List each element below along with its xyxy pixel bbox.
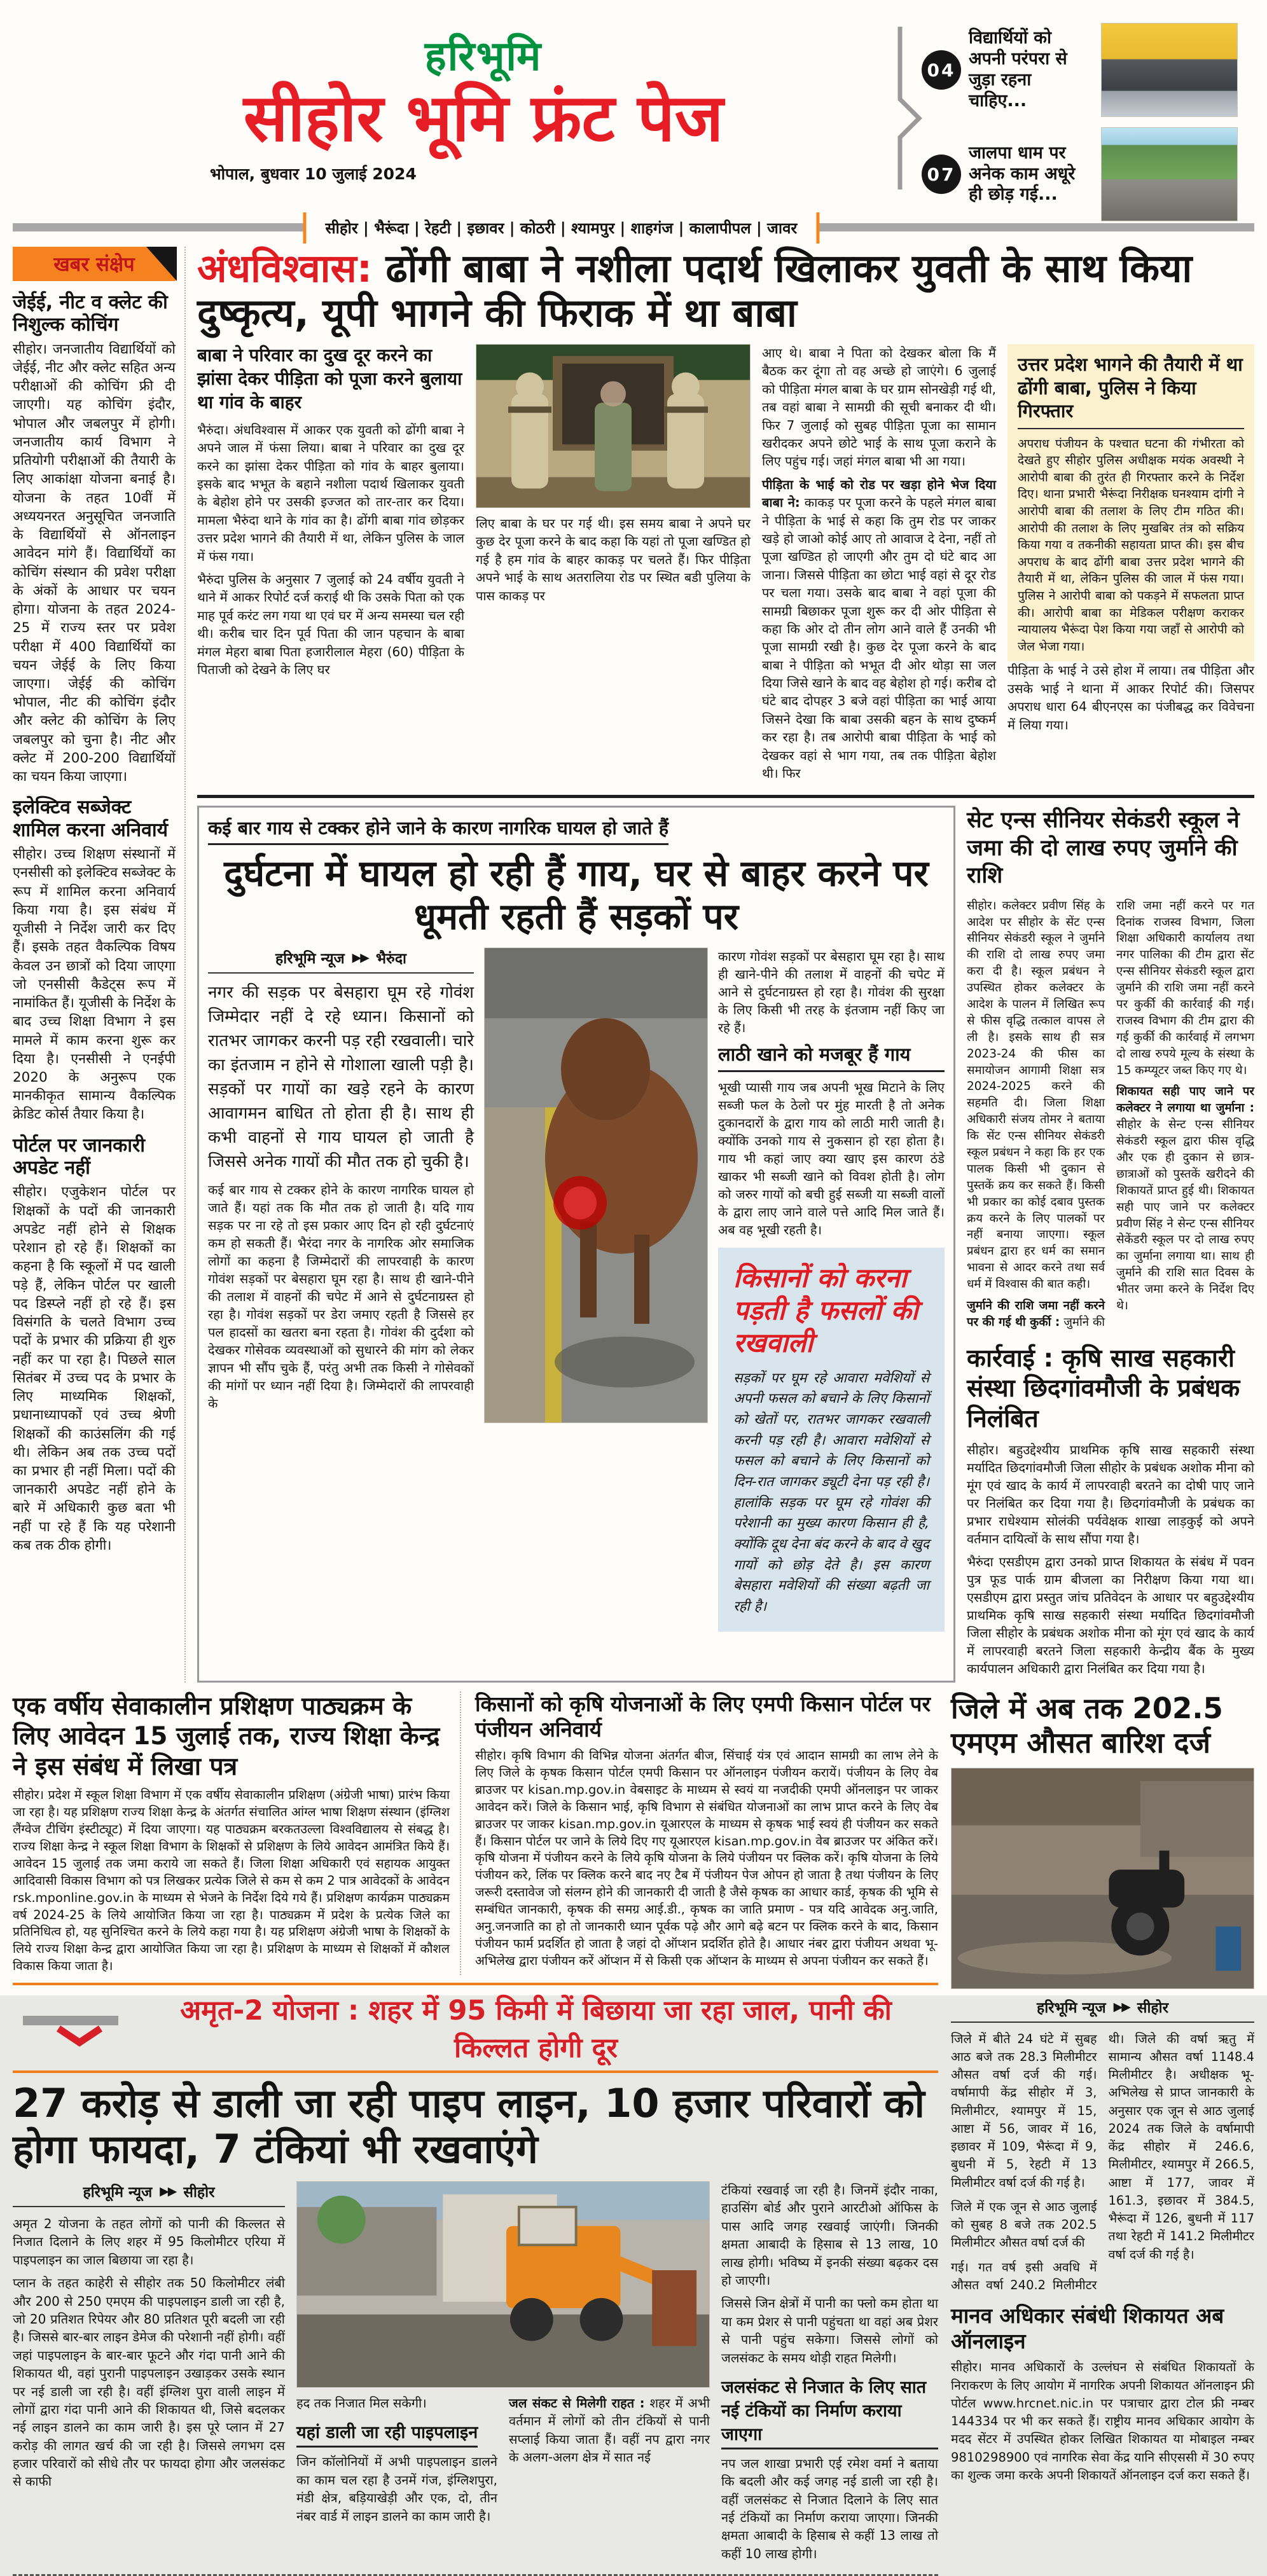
cow-subhead: लाठी खाने को मजबूर हैं गाय [718, 1042, 945, 1072]
teaser-item [922, 127, 1254, 221]
arrest-box-title: उत्तर प्रदेश भागने की तैयारी में था ढोंगी बाबा, पुलिस ने किया गिरफ्तार [1018, 353, 1244, 429]
page-title: सीहोर भूमि फ्रंट पेज [172, 85, 795, 153]
pipeline-inline-subhead: जल संकट से मिलेगी राहत : [509, 2395, 645, 2411]
cow-photo [484, 947, 708, 1423]
lead-column-3 [762, 344, 996, 787]
lead-story [197, 247, 1254, 798]
briefs-corner-icon [146, 247, 177, 281]
bottom-right-zone [951, 1691, 1254, 2576]
rainfall-paragraph: गई। गत वर्ष इसी अवधि में औसत वर्षा 240.2 मिलीमीटर थी। जिले की वर्षा ऋतु में सामान्य औसत वर्षा 1148.4 मिलीमीटर है। अधीक्षक भू-अभिलेख से प्राप्त जानकारी के अनुसार एक जून से आठ जुलाई 2024 तक जिले के वर्षामापी केंद्र सीहोर में 246.6, मिलीमीटर, श्यामपुर में 266.5, आष्टा में 177, जावर में 161.3, इछावर में 384.5, भैरूंदा में 126, बुधनी में 117 तथा रेहटी में 141.2 मिलीमीटर वर्षा दर्ज की गई है। [951, 2030, 1254, 2295]
lead-headline-text: ढोंगी बाबा ने नशीला पदार्थ खिलाकर युवती के साथ किया दुष्कृत्य, यूपी भागने की फिराक में था बाबा [197, 246, 1192, 336]
human-rights-body: सीहोर। मानव अधिकारों के उल्लंघन से संबंधित शिकायतों के निराकरण के लिए आयोग में नागरिक अपनी शिकायत ऑनलाइन फ्री पोर्टल www.hrcnet.nic.in पर पत्राचार द्वारा टोल फ्री नम्बर 144334 पर भी कर सकते हैं। राष्ट्रीय मानव अधिकार आयोग के मदद सेंटर में उपस्थित होकर लिखित शिकायत या मोबाइल नम्बर 9810298900 एवं नागरिक सेवा केंद्र यानि सीएससी में 30 रुपए का शुल्क जमा करके अपनी शिकायतें ऑनलाइन दर्ज करा सकते हैं। [951, 2359, 1254, 2484]
byline-brand: हरिभूमि न्यूज [83, 2181, 153, 2201]
school-inline-subhead: शिकायत सही पाए जाने पर कलेक्टर ने लगाया था जुर्माना : [1116, 1085, 1254, 1115]
byline-arrows-icon: ▶▶ [160, 2184, 176, 2198]
rainfall-headline: जिले में अब तक 202.5 एमएम औसत बारिश दर्ज [951, 1691, 1254, 1760]
rain-photo [951, 1768, 1254, 1989]
bottom-row-1 [13, 1691, 938, 1976]
amrit-band [13, 1983, 938, 2073]
lead-paragraph-text: काकड़ पर पूजा करने के पहले मंगल बाबा ने पीड़िता के भाई से कहा कि तुम रोड पर जाकर खड़े हो जाओ कोई आए तो आवाज दे देना, नहीं तो पूजा खण्डित हो जाएगी और तुम दो घंटे बाद आ जाना। जिससे पीड़िता का छोटा भाई वहां से दूर रोड पर चला गया। उसके बाद बाबा ने वहां पूजा की सामग्री बिछाकर पूजा शुरू कर दी ओर पीड़िता से कहा कि ओर दो तीन लोग आने वाले हैं उनकी भी पूजा सामग्री रखी है। कुछ देर पूजा करने के बाद बाबा ने पीड़िता को भभूत दी ओर थोड़ा सा जल दिया जिसे खाने के बाद वह बेहोश हो गई। करीब दो घंटे बाद दोपहर 3 बजे वहां पीड़िता का भाई आया जिसने देखा कि बाबा उसकी बहन के साथ दुष्कर्म कर रहा है। तब आरोपी बाबा पीड़िता के भाई को देखकर वहां से भाग गया, तब तक पीड़िता बेहोश थी। फिर [762, 495, 996, 781]
lead-inline-subhead: पीड़िता के भाई को रोड पर खड़ा होने भेज दिया बाबा ने: [762, 477, 996, 510]
byline-arrows-icon: ▶▶ [1114, 2000, 1130, 2014]
pipeline-paragraph: जिससे जिन क्षेत्रों में पानी का फ्लो कम होता था या कम प्रेशर से पानी पहुंचता था वहां अब प्रेशर से पानी पहुंच सकेगा। जिससे लोगों को जलसंकट के समय थोड़ी राहत मिलेगी। [721, 2294, 938, 2367]
byline [951, 1997, 1254, 2023]
teaser-text: विद्यार्थियों को अपनी परंपरा से जुड़ा रहना चाहिए... [969, 28, 1093, 112]
training-body: सीहोर। प्रदेश में स्कूल शिक्षा विभाग में एक वर्षीय सेवाकालीन प्रशिक्षण (अंग्रेजी भाषा) प्रारंभ किया जा रहा है। यह प्रशिक्षण राज्य शिक्षा केन्द्र के अंतर्गत संचालित आंग्ल भाषा शिक्षण संस्थान (इंग्लिश लैंग्वेज टीचिंग इंस्टीट्यूट) में दिया जाएगा। यह पाठ्यक्रम बरकतउल्ला विश्वविद्यालय से संबद्ध है। राज्य शिक्षा केन्द्र ने स्कूल शिक्षा विभाग के शिक्षकों से प्रशिक्षण के लिये आवेदन आमंत्रित किये हैं। आवेदन 15 जुलाई तक जमा कराये जा सकते हैं। जिला शिक्षा अधिकारी एवं सहायक आयुक्त आदिवासी विकास विभाग को पत्र लिखकर प्रत्येक जिले से कम से कम 2 पात्र आवेदकों के आवेदन rsk.mponline.gov.in के माध्यम से भेजने के निर्देश दिये गये हैं। प्रशिक्षण कार्यक्रम पाठ्यक्रम वर्ष 2024-25 के लिये आयोजित किया जा रहा है। पाठ्यक्रम में प्रदेश के प्रत्येक जिले का प्रतिनिधित्व हो, यह सुनिश्चित करने के लिये कहा गया है। यह प्रशिक्षण अंग्रेजी भाषा के शिक्षकों के लिये राज्य शिक्षा केन्द्र द्वारा आयोजित किया जा रहा है। प्रशिक्षण के माध्यम से शिक्षकों में कौशल विकास किया जाता है। [13, 1787, 450, 1975]
cow-photo-illustration [485, 948, 707, 1422]
brief-title: इलेक्टिव सब्जेक्ट शामिल करना अनिवार्य [13, 796, 176, 841]
brand-logo: हरिभूमि [172, 9, 795, 82]
main-column [197, 247, 1254, 1683]
school-paragraph [1116, 1084, 1254, 1314]
human-rights-story [951, 2303, 1254, 2484]
school-paragraph-text: सीहोर के सेन्ट एन्स सीनियर सेकंडरी स्कूल द्वारा फीस वृद्धि और एक ही दुकान से छात्र-छात्राओं को पुस्तकें खरीदने की शिकायतें प्राप्त हुई थी। शिकायत सही पाए जाने पर कलेक्टर प्रवीण सिंह ने सेन्ट एन्स सीनियर सेकेंडरी स्कूल पर दो लाख रुपए का जुर्माना लगाया था। साथ ही जुर्माने की राशि सात दिवस के भीतर जमा करने के निर्देश दिए थे। [1116, 1118, 1254, 1312]
cow-column-1 [208, 947, 474, 1632]
pipeline-photo-illustration [297, 2182, 709, 2387]
page-number-badge: 04 [922, 50, 961, 90]
school-paragraph: सीहोर। कलेक्टर प्रवीण सिंह के आदेश पर सीहोर के सेंट एन्स सीनियर सेकंडरी स्कूल ने जुर्माने की राशि दो लाख रुपए जमा करा दी है। स्कूल प्रबंधन ने उपस्थित होकर कलेक्टर के आदेश के पालन में लिखित रूप से फीस वृद्धि तत्काल वापस ले ली है। इसके साथ ही सत्र 2023-24 की फीस का समायोजन आगामी शिक्षा सत्र 2024-2025 करने की सहमति दी। जिला शिक्षा अधिकारी संजय तोमर ने बताया कि सेंट एन्स सीनियर सेकंडरी स्कूल प्रबंधन ने कहा कि हर एक पालक किसी भी दुकान से पुस्तकें क्रय कर सकते हैं। किसी भी प्रकार का कोई दबाव पुस्तक क्रय करने के लिए पालकों पर नहीं बनाया जाएगा। स्कूल प्रबंधन द्वारा हर धर्म का समान भावना से आदर करने तथा सर्व धर्म में विश्वास की बात कही। [967, 898, 1105, 1293]
briefs-header-bar [13, 247, 176, 281]
suspension-headline: कार्रवाई : कृषि साख सहकारी संस्था छिदगांवमौजी के प्रबंधक निलंबित [967, 1344, 1254, 1435]
human-rights-headline: मानव अधिकार संबंधी शिकायत अब ऑनलाइन [951, 2303, 1254, 2353]
pipeline-paragraph: प्लान के तहत काहेरी से सीहोर तक 50 किलोमीटर लंबी और 200 से 250 एमएम की पाइपलाइन डाली जा रही है, जो 20 प्रतिशत रिपेयर और 80 प्रतिशत पूरी बदली जा रही है। जिससे बार-बार लाइन डेमेज की परेशानी नहीं होगी। वहीं जहां पाइपलाइन के बार-बार फूटने और गंदा पानी आने की शिकायत थी, वहां पुरानी पाइपलाइन उखाड़कर उसके स्थान पर नई डाली जा रही है। वहीं इंग्लिश पुरा वाली लाइन में लोगों द्वारा गंदा पानी आने की शिकायत थी, जिसे बदलकर नई लाइन डालने का काम जारी है। इस पूरे प्लान में 27 करोड़ की लागत खर्च की जा रही है। जिससे लगभग दस हजार परिवारों को सीधे तौर पर फायदा होगा और जलसंकट से काफी [13, 2274, 285, 2491]
tank-subhead: जलसंकट से निजात के लिए सात नई टंकियों का निर्माण कराया जाएगा [721, 2374, 938, 2449]
dateline: भोपाल, बुधवार 10 जुलाई 2024 [210, 163, 795, 184]
brief-item [13, 291, 176, 786]
pipeline-column-1 [13, 2181, 285, 2568]
farmers-box-title: किसानों को करना पड़ती है फसलों की रखवाली [733, 1262, 929, 1360]
pipeline-body [13, 2181, 938, 2568]
pipeline-paragraph: टंकियां रखवाई जा रही है। जिनमें इंदौर नाका, हाउसिंग बोर्ड और पुराने आरटीओ ऑफिस के पास आदि जगह रखवाई जाएंगी। जिनकी क्षमता आबादी के हिसाब से 13 लाख, 10 लाख होगी। भविष्य में इनकी संख्या बढ़कर दस हो जाएगी। [721, 2181, 938, 2289]
byline-brand: हरिभूमि न्यूज [1037, 1997, 1106, 2017]
byline-location: भैरुंदा [376, 947, 406, 968]
rainfall-paragraph: जिले में बीते 24 घंटे में सुबह आठ बजे तक 28.3 मिलीमीटर औसत वर्षा दर्ज की गई। वर्षामापी केंद्र सीहोर में 3, मिलीमीटर, श्यामपुर में 15, आष्टा में 56, जावर में 16, इछावर में 109, भैरूंदा में 9, बुधनी में 5, रेहटी में 13 मिलीमीटर वर्षा दर्ज की गई है। [951, 2030, 1097, 2192]
brief-body: सीहोर। उच्च शिक्षण संस्थानों में एनसीसी को इलेक्टिव सब्जेक्ट के रूप में शामिल करना अनिवार्य किया गया है। इस संबंध में यूजीसी ने निर्देश जारी कर दिए हैं। इसके तहत वैकल्पिक विषय केवल उन छात्रों को दिया जाएगा जो एनसीसी कैडेट्स रूप में नामांकित हैं। यूजीसी के निर्देश के बाद उच्च शिक्षा विभाग ने इस मामले में काम करना शुरू कर दिया है। एनसीसी ने एनईपी 2020 के अनुरूप एक मानकीकृत सामान्य वैकल्पिक क्रेडिट कोर्स तैयार किया है। [13, 845, 176, 1124]
pipeline-subhead: यहां डाली जा रही पाइपलाइन [296, 2420, 478, 2448]
cow-headline: दुर्घटना में घायल हो रही हैं गाय, घर से बाहर करने पर धूमती रहती हैं सड़कों पर [208, 853, 945, 939]
lead-paragraph: पीड़िता के भाई ने उसे होश में लाया। तब पीड़िता और उसके भाई ने थाना में आकर रिपोर्ट की। जिसपर अपराध धारा 64 बीएनएस का पंजीबद्ध कर विवेचना में लिया गया। [1007, 661, 1254, 734]
pipeline-column-2 [296, 2181, 710, 2568]
teaser-photo-road [1101, 127, 1238, 221]
farmers-guard-box [718, 1248, 945, 1632]
lead-paragraph: आए थे। बाबा ने पिता को देखकर बोला कि मैं बैठक कर दूंगा तो वह अच्छे हो जाएंगे। 6 जुलाई को पीड़िता मंगल बाबा के घर ग्राम सोनखेड़ी गई थी, तब वहां बाबा ने सामग्री की सूची बनाकर दी थी। फिर 7 जुलाई को सुबह पीड़िता पूजा का सामान खरीदकर अपने छोटे भाई के साथ पूजा कराने के लिए पहुंच गई। जहां मंगल बाबा भी आ गया। [762, 344, 996, 471]
cow-paragraph: भूखी प्यासी गाय जब अपनी भूख मिटाने के लिए सब्जी फल के ठेलो पर मुंह मारती है तो अनेक दुकानदारों के द्वारा गाय को लाठी मारी जाती है। क्योंकि उनको गाय से नुकसान हो रहा होता है। गाय भी कहां जाए क्या खाए इस कारण ठंडे खाकर भी सब्जी खाने को विवश होती है। लोग को जरुर गायों को बची हुई सब्जी या सब्जी वालों के द्वारा लाए जाने वाले पत्ते आदि मिल जाते हैं। अब वह भूखी रहती है। [718, 1078, 945, 1239]
school-fine-story [967, 807, 1254, 1330]
region-list: सीहोर | भैरूंदा | रेहटी | इछावर | कोठरी | श्यामपुर | शाहगंज | कालापीपल | जावर [303, 212, 819, 244]
lead-paragraph: भैरुंदा। अंधविश्वास में आकर एक युवती को ढोंगी बाबा ने अपने जाल में फंसा लिया। बाबा ने परिवार का दुख दूर करने का झांसा देकर पीड़िता को गांव के बाहर बुलाया। इसके बाद भभूत के बहाने नशीला पदार्थ खिलाकर युवती के बेहोश होने पर उसकी इज्जत को तार-तार कर दिया। मामला भैरुंदा थाने के गांव का है। ढोंगी बाबा गांव छोड़कर उत्तर प्रदेश भागने की तैयारी में था, लेकिन पुलिस के जाल में फंस गया। [197, 421, 464, 565]
byline-location: सीहोर [1137, 1997, 1168, 2017]
cow-kicker: कई बार गाय से टक्कर होने जाने के कारण नागरिक घायल हो जाते हैं [208, 815, 668, 845]
teaser-list [922, 23, 1254, 231]
farmers-box-body: सड़कों पर घूम रहे आवारा मवेशियों से अपनी फसल को बचाने के लिए किसानों को खेतों पर, रातभर जागकर रखवाली करनी पड़ रही है। आवारा मवेशियों से फसल को बचाने के लिए किसानों को दिन-रात जागकर ड्यूटी देना पड़ रही है। हालांकि सड़क पर घूम रहे गोवंश की परेशानी का मुख्य कारण किसान ही है, क्योंकि दूध देना बंद करने के बाद वे खुद गायों को छोड़ देते है। इस कारण बेसहारा मवेशियों की संख्या बढ़ती जा रही है। [733, 1368, 929, 1618]
pipeline-sub-column [509, 2394, 710, 2530]
brief-item [13, 1134, 176, 1555]
lead-headline [197, 247, 1254, 335]
cow-story [197, 806, 955, 1682]
lead-column-4 [1007, 344, 1254, 787]
masthead-center [172, 9, 795, 184]
teaser-item [922, 23, 1254, 117]
pipeline-story [13, 2081, 938, 2576]
suspension-paragraph: सीहोर। बहुउद्देश्यीय प्राथमिक कृषि साख सहकारी संस्था मर्यादित छिदगांवमौजी जिला सीहोर के प्रबंधक अशोक मीना को मूंग एवं खाद के कार्य में लापरवाही बरतने का दोषी पाए जाने पर निलंबित कर दिया गया है। छिदगांवमौजी के प्रबंधक का प्रभार राधेश्याम सोलंकी पर्यवेक्षक शाखा लाड़कुई को अपने वर्तमान दायित्वों के साथ सौंपा गया है। [967, 1441, 1254, 1548]
training-story [13, 1691, 461, 1976]
lead-subhead: बाबा ने परिवार का दुख दूर करने का झांसा देकर पीड़िता को पूजा करने बुलाया था गांव के बाहर [197, 344, 464, 415]
teaser-bracket-icon [895, 23, 922, 193]
news-briefs-sidebar [13, 247, 186, 1683]
lead-column-1 [197, 344, 464, 787]
lead-column-2 [476, 344, 751, 787]
byline-location: सीहोर [183, 2181, 214, 2201]
arrest-highlight-box [1007, 344, 1254, 661]
pipeline-paragraph: जिन कॉलोनियों में अभी पाइपलाइन डालने का काम चल रहा है उनमें गंज, इंग्लिशपुरा, मंडी क्षेत्र, बड़ियाखेड़ी और एक, दो, तीन नंबर वार्ड में लाइन डालने का काम जारी है। [296, 2453, 497, 2525]
rainfall-paragraph: जिले में एक जून से आठ जुलाई को सुबह 8 बजे तक 202.5 मिलीमीटर औसत वर्षा दर्ज की [951, 2198, 1097, 2252]
top-zone [13, 247, 1254, 1683]
right-column [967, 806, 1254, 1682]
pipeline-sub-column [296, 2394, 497, 2530]
suspension-paragraph: भैरुंदा एसडीएम द्वारा उनको प्राप्त शिकायत के संबंध में पवन पुत्र फूड पार्क ग्राम बीजला का निरीक्षण किया गया था। एसडीएम द्वारा प्रस्तुत जांच प्रतिवेदन के आधार पर बहुउद्देश्यीय प्राथमिक कृषि साख सहकारी संस्था मर्यादित छिदगांवमौजी जिला सीहोर के प्रबंधक अशोक मीना को मूंग एवं खाद के कार्य में लापरवाही बरतने जिला सहकारी केन्द्रीय बैंक के मुख्य कार्यपालन अधिकारी द्वारा निलंबित कर दिया गया है। [967, 1553, 1254, 1677]
byline-arrows-icon: ▶▶ [352, 951, 368, 965]
school-paragraph-text: जुर्माने की राशि जमा नहीं करने पर गत दिनांक राजस्व विभाग, जिला शिक्षा अधिकारी कार्यालय तथा नगर पालिका की टीम द्वारा सेंट एन्स सीनियर सेकंडरी स्कूल द्वारा जुर्माने की राशि जमा नहीं करने पर कुर्की की कार्रवाई की गई। राजस्व विभाग की टीम द्वारा की गई कुर्की की कार्रवाई में लगभग दो लाख रुपये मूल्य के संस्था के 15 कम्प्यूटर जब्त किए गए थे। [1063, 899, 1254, 1329]
kisan-headline: किसानों को कृषि योजनाओं के लिए एमपी किसान पोर्टल पर पंजीयन अनिवार्य [475, 1691, 938, 1743]
police-photo-illustration [476, 345, 750, 507]
rainfall-body [951, 2030, 1254, 2295]
pipeline-under-photo [296, 2394, 710, 2530]
pipeline-paragraph: हद तक निजात मिल सकेगी। [296, 2394, 497, 2412]
kisan-portal-story [475, 1691, 938, 1976]
pipeline-column-3 [721, 2181, 938, 2568]
byline [13, 2181, 285, 2207]
bottom-zone [13, 1691, 1254, 2576]
byline [208, 947, 474, 974]
arrest-box-body: अपराध पंजीयन के पश्चात घटना की गंभीरता को देखते हुए सीहोर पुलिस अधीक्षक मयंक अवस्थी ने आरोपी बाबा की तुरंत ही गिरफ्तार करने के निर्देश दिए। थाना प्रभारी भैरूंदा निरीक्षक घनश्याम दांगी ने आरोपी बाबा की तलाश के लिए टीम गठित की। आरोपी की तलाश के लिए मुखबिर तंत्र को सक्रिय किया गया व तकनीकी सहायता प्राप्त की। इस बीच अपराध के बाद ढोंगी बाबा उत्तर प्रदेश भागने की तैयारी में था, लेकिन पुलिस की जाल में फंस गया। पुलिस ने आरोपी बाबा को पकड़ने में सफलता प्राप्त की। आरोपी बाबा का मेडिकल परीक्षण कराकर न्यायालय भैरूंदा पेश किया गया जहाँ से आरोपी को जेल भेजा गया। [1018, 436, 1244, 656]
lead-story-body [197, 344, 1254, 798]
pipeline-paragraph: अमृत 2 योजना के तहत लोगों को पानी की किल्लत से निजात दिलाने के लिए शहर में 95 किलोमीटर एरिया में पाइपलाइन का जाल बिछाया जा रहा है। [13, 2215, 285, 2269]
rain-photo-illustration [952, 1768, 1254, 1988]
lead-paragraph: लिए बाबा के घर पर गई थी। इस समय बाबा ने अपने घर कुछ देर पूजा करने के बाद कहा कि यहां तो पूजा खण्डित हो गई है हम गांव के बाहर काकड़ पर चलते हैं। फिर पीड़िता अपने भाई के साथ अतरालिया रोड पर स्थित बडी पुलिया के पास काकड़ पर [476, 514, 751, 605]
pipeline-paragraph: नप जल शाखा प्रभारी एई रमेश वर्मा ने बताया कि बदली और कई जगह नई डाली जा रही है। वहीं जलसंकट से निजात दिलाने के लिए सात नई टंकियों का निर्माण कराया जाएगा। जिनकी क्षमता आबादी के हिसाब से कहीं 13 लाख तो कहीं 10 लाख होगी। [721, 2455, 938, 2563]
masthead [13, 9, 1254, 211]
cow-intro: नगर की सड़क पर बेसहारा घूम रहे गोवंश जिम्मेदार नहीं दे रहे ध्यान। किसानों को रातभर जागकर करनी पड़ रही रखवाली। चारे का इंतजाम न होने से गोशाला खाली पड़ी है। सड़कों पर गायों का खड़े रहने के कारण आवागमन बाधित तो होता ही है। साथ ही कभी वाहनों से गाय घायल हो जाती है जिससे अनेक गायों की मौत तक हो चुकी है। [208, 981, 474, 1174]
training-headline: एक वर्षीय सेवाकालीन प्रशिक्षण पाठ्यक्रम के लिए आवेदन 15 जुलाई तक, राज्य शिक्षा केन्द्र ने इस संबंध में लिखा पत्र [13, 1691, 450, 1782]
teaser-panel [895, 23, 1254, 231]
pipeline-paragraph-text: शहर में अभी वर्तमान में लोगों को तीन टंकियों से पानी सप्लाई किया जाता हैं। वहीं नप द्वारा नगर के अलग-अलग क्षेत्र में सात नई [509, 2395, 710, 2465]
pipeline-headline: 27 करोड़ से डाली जा रही पाइप लाइन, 10 हजार परिवारों को होगा फायदा, 7 टंकियां भी रखवाएंगे [13, 2081, 938, 2172]
page-number-badge: 07 [922, 155, 961, 194]
school-headline: सेट एन्स सीनियर सेकंडरी स्कूल ने जमा की दो लाख रुपए जुर्माने की राशि [967, 807, 1254, 890]
rainfall-story [951, 1691, 1254, 2295]
teaser-text: जालपा धाम पर अनेक काम अधूरे ही छोड़ गई... [969, 143, 1093, 206]
school-body [967, 898, 1254, 1331]
brief-item [13, 796, 176, 1124]
pipeline-paragraph [509, 2394, 710, 2467]
cow-paragraph: कारण गोवंश सड़कों पर बेसहारा घूम रहा है। साथ ही खाने-पीने की तलाश में वाहनों की चपेट में आने से दुर्घटनाग्रस्त हो रहा है। गोवंश की सुरक्षा के लिए किसी भी तरह के इंतजाम नहीं किए जा रहे हैं। [718, 947, 945, 1037]
brief-title: जेईई, नीट व क्लेट की निशुल्क कोचिंग [13, 291, 176, 336]
brief-body: सीहोर। जनजातीय विद्यार्थियों को जेईई, नीट और क्लेट सहित अन्य परीक्षाओं की कोचिंग फ्री दी जाएगी। यह कोचिंग इंदौर, भोपाल और जबलपुर में होगी। जनजातीय कार्य विभाग ने प्रतियोगी परीक्षाओं की तैयारी के लिए आकांक्षा योजना बनाई है। योजना के तहत 10वीं में अध्ययनरत अनुसूचित जनजाति के विद्यार्थियों से ऑनलाइन आवेदन मांगे हैं। विद्यार्थियों का कोचिंग संस्थान की प्रवेश परीक्षा के अंकों के आधार पर चयन होगा। योजना के तहत 2024-25 में राज्य स्तर पर प्रवेश परीक्षा में 400 विद्यार्थियों का चयन जेईई के लिए किया जाएगा। जेईई की कोचिंग भोपाल, नीट की कोचिंग इंदौर और क्लेट की कोचिंग के लिए जबलपुर को चुना है। नीट और क्लेट में 200-200 विद्यार्थियों का चयन किया जाएगा। [13, 340, 176, 787]
region-navbar [13, 212, 1254, 243]
cow-story-body [208, 947, 945, 1632]
pipeline-photo [296, 2181, 710, 2388]
brief-title: पोर्टल पर जानकारी अपडेट नहीं [13, 1134, 176, 1180]
mid-zone [197, 806, 1254, 1682]
lead-kicker: अंधविश्वास: [197, 246, 372, 291]
amrit-arrow-icon [19, 2009, 140, 2046]
byline-brand: हरिभूमि न्यूज [275, 947, 345, 968]
police-photo [476, 344, 751, 508]
kisan-body: सीहोर। कृषि विभाग की विभिन्न योजना अंतर्गत बीज, सिंचाई यंत्र एवं आदान सामग्री का लाभ लेने के लिए जिले के कृषक किसान पोर्टल एमपी किसान पर ऑनलाइन पंजीयन करायें। पंजीयन के लिए वेब ब्राउजर पर kisan.mp.gov.in वेबसाइट के माध्यम से स्वयं या नजदीकी एमपी ऑनलाइन पर जाकर आवेदन करें। जिले के किसान भाई, कृषि विभाग से संबंधित योजनाओं का लाभ प्राप्त करने के लिए वेब ब्राउजर पर जाकर kisan.mp.gov.in यूआरएल के माध्यम से कृषक भाई स्वयं ही पंजीयन कर सकते हैं। किसान पोर्टल पर जाने के लिये दिए गए यूआरएल kisan.mp.gov.in वेब ब्राउजर पर अंकित करें। कृषि योजना में पंजीयन करने के लिये कृषि योजना के लिये पंजीयन पर क्लिक करें। कृषि योजना के लिये पंजीयन करे, लिंक पर क्लिक करने बाद नए टैब में पंजीयन पेज ओपन हो जाता है तथा पंजीयन के लिए जरूरी दस्तावेज जो संलग्न होने की जानकारी दी जाती है जैसे कृषक का आधार कार्ड, कृषक की भूमि से सम्बंधित जानकारी, कृषक की समग्र आई.डी., कृषक का जाति प्रमाण - पत्र यदि आवेदक अनु.जाति, अनु.जनजाति का हो तो जानकारी ध्यान पूर्वक पढ़े और आगे बढ़े बटन पर क्लिक करने के बाद, किसान पंजीयन फार्म प्रदर्शित हो जाता है जहां दो ऑप्शन प्रदर्शित होते है। आधार नंबर द्वारा पंजीयन अथवा भू-अभिलेख द्वारा पंजीयन करें ऑप्शन में से किसी एक ऑप्शन के माध्यम से अपना पंजीयन कर सकते हैं। [475, 1747, 938, 1970]
cow-column-3 [718, 947, 945, 1632]
school-inline-subhead: जुर्माने की राशि जमा नहीं करने पर की गई थी कुर्की : [967, 1299, 1105, 1329]
amrit-band-text: अमृत-2 योजना : शहर में 95 किमी में बिछाया जा रहा जाल, पानी की किल्लत होगी दूर [140, 1990, 932, 2065]
suspension-story [967, 1344, 1254, 1677]
lead-paragraph [762, 476, 996, 783]
bottom-left-zone [13, 1691, 938, 2576]
cow-paragraph: कई बार गाय से टक्कर होने के कारण नागरिक घायल हो जाते हैं। यहां तक कि मौत तक हो जाती है। यदि गाय सड़क पर ना रहे तो इस प्रकार आए दिन हो रही दुर्घटनाएं कम हो सकती हैं। भैरंदा नगर के नागरिक ओर समाजिक लोगों का कहना है जिम्मेदारों की लापरवाही के कारण गोवंश सड़कों पर बेसहारा घूम रहा है। साथ ही खाने-पीने की तलाश में वाहनों की चपेट में आने से दुर्घटनाग्रस्त हो रहा है। गोवंश सड़कों पर डेरा जमाए रहती है जिससे हर पल हादसों का खतरा बना रहता है। गोवंश की दुर्दशा को देखकर गोसेवक व्यवस्थाओं को सुधारने की मांग को लेकर ज्ञापन भी सौंप चुके हैं, परंतु अभी तक किसी ने गोसेवकों की मांगों पर ध्यान नहीं दिया है। जिम्मेदारों की लापरवाही के [208, 1181, 474, 1412]
brief-body: सीहोर। एजुकेशन पोर्टल पर शिक्षकों के पदों की जानकारी अपडेट नहीं होने से शिक्षक परेशान हो रहे हैं। शिक्षकों का कहना है कि स्कूलों में पद खाली पड़े हैं, लेकिन पोर्टल पर खाली पद डिस्प्ले नहीं हो रहे हैं। इस विसंगति के चलते विभाग उच्च पदों के प्रभार की प्रक्रिया ही शुरु नहीं कर पा रहा है। पिछले साल सितंबर में उच्च पद के प्रभार के लिए माध्यमिक शिक्षकों, प्रधानाध्यापकों एवं उच्च श्रेणी शिक्षकों की काउंसलिंग की गई थी। लेकिन अब तक उच्च पदों का प्रभार ही नहीं मिला। पदों की जानकारी अपडेट नहीं होने के बारे में अधिकारी कुछ बता भी नहीं पा रहे हैं कि यह परेशानी कब तक ठीक होगी। [13, 1183, 176, 1555]
briefs-header: खबर संक्षेप [53, 251, 134, 277]
teaser-photo-university [1101, 23, 1238, 117]
lead-paragraph: भैरुंदा पुलिस के अनुसार 7 जुलाई को 24 वर्षीय युवती ने थाने में आकर रिपोर्ट दर्ज कराई थी कि उसके पिता को एक माह पूर्व करंट लग गया था एवं घर में अन्य समस्या चल रही थी। करीब चार दिन पूर्व पिता की जान पहचान के बाबा मंगल मेहरा बाबा पिता हजारीलाल मेहरा (60) पीड़िता के पिताजी को देखने के लिए घर [197, 570, 464, 678]
